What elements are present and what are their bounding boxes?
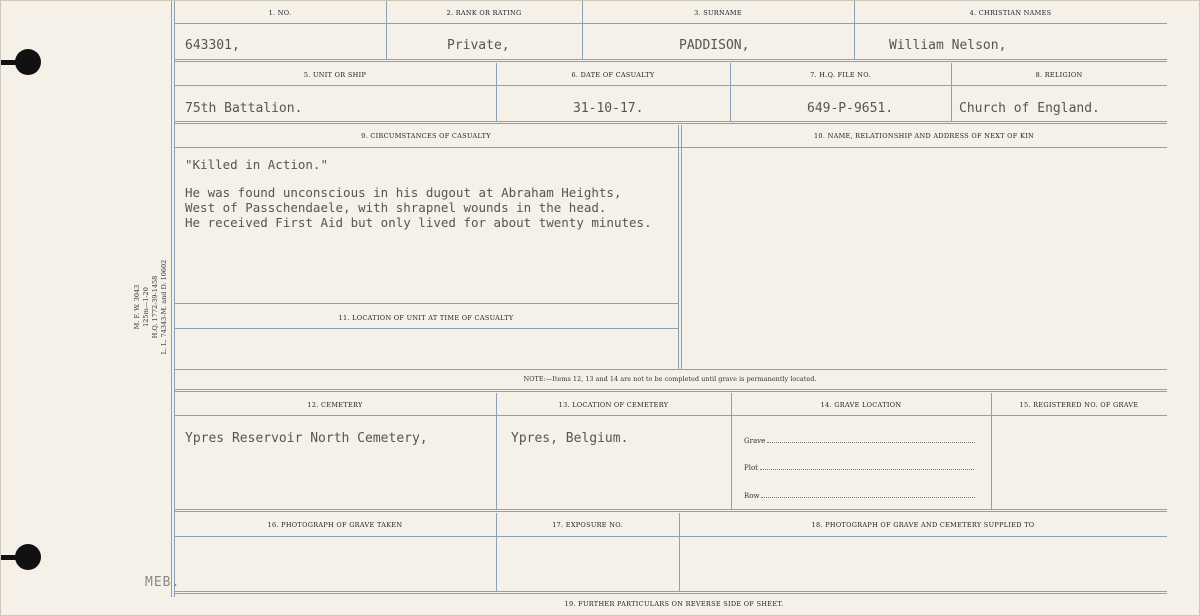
date-value: 31-10-17. [573, 101, 644, 116]
religion-value: Church of England. [959, 101, 1100, 116]
header-photograph-taken: 16. PHOTOGRAPH OF GRAVE TAKEN [267, 521, 403, 529]
cemetery-location-value: Ypres, Belgium. [511, 431, 629, 446]
rule [174, 85, 1167, 86]
grave-label: Grave [744, 437, 766, 445]
divider [496, 393, 497, 509]
header-cemetery-location: 13. LOCATION OF CEMETERY [558, 401, 669, 409]
form-ref-line: 125m—1-20 [142, 287, 150, 327]
divider [731, 393, 732, 509]
header-file-no: 7. H.Q. FILE NO. [810, 71, 871, 79]
number-value: 643301, [185, 38, 240, 53]
plot-line [744, 464, 974, 472]
divider [681, 125, 682, 369]
header-unit: 5. UNIT OR SHIP [303, 71, 367, 79]
punch-hole-bottom [15, 544, 41, 570]
row-label: Row [744, 492, 760, 500]
header-cemetery: 12. CEMETERY [307, 401, 363, 409]
header-number: 1. NO. [268, 9, 292, 17]
header-exposure-no: 17. EXPOSURE NO. [552, 521, 623, 529]
rule [174, 369, 1167, 370]
rule [174, 389, 1167, 392]
circumstances-text [185, 157, 652, 230]
cemetery-value: Ypres Reservoir North Cemetery, [185, 431, 428, 446]
rule [174, 147, 1167, 148]
rule [174, 328, 678, 329]
header-date: 6. DATE OF CASUALTY [571, 71, 655, 79]
header-christian-names: 4. CHRISTIAN NAMES [969, 9, 1052, 17]
christian-names-value: William Nelson, [889, 38, 1007, 53]
row-line [744, 492, 975, 500]
left-border [171, 1, 172, 597]
grave-line [744, 437, 975, 445]
divider [991, 393, 992, 509]
header-grave-location: 14. GRAVE LOCATION [820, 401, 902, 409]
rule [174, 59, 1167, 62]
header-further-particulars: 19. FURTHER PARTICULARS ON REVERSE SIDE OF SHEET. [564, 600, 784, 608]
form-reference [131, 249, 171, 355]
initials-stamp: MEB. [145, 575, 181, 590]
note-text: NOTE:—Items 12, 13 and 14 are not to be completed until grave is permanently located. [523, 375, 817, 383]
grave-dots [767, 442, 975, 443]
rule [174, 303, 678, 304]
row-dots [761, 497, 975, 498]
rule [174, 536, 1167, 537]
header-religion: 8. RELIGION [1035, 71, 1083, 79]
left-border-inner [174, 1, 175, 597]
form-ref-line: H.Q. 1772-39-1458 [151, 275, 159, 339]
header-rank: 2. RANK OR RATING [446, 9, 522, 17]
circ-line: He was found unconscious in his dugout at Abraham Heights, [185, 185, 622, 200]
file-no-value: 649-P-9651. [807, 101, 894, 116]
header-surname: 3. SURNAME [694, 9, 742, 17]
header-next-of-kin: 10. NAME, RELATIONSHIP AND ADDRESS OF NEXT OF KIN [813, 132, 1034, 140]
header-unit-location: 11. LOCATION OF UNIT AT TIME OF CASUALTY [338, 314, 514, 322]
header-photograph-supplied: 18. PHOTOGRAPH OF GRAVE AND CEMETERY SUPPLIED TO [811, 521, 1035, 529]
circ-line: West of Passchendaele, with shrapnel wounds in the head. [185, 200, 607, 215]
plot-dots [760, 469, 974, 470]
rule [174, 591, 1167, 594]
rule [174, 121, 1167, 124]
rule [174, 509, 1167, 512]
rank-value: Private, [447, 38, 510, 53]
form-ref-line: M. F. W. 3043 [133, 284, 141, 330]
rule [174, 23, 1167, 24]
plot-label: Plot [744, 464, 758, 472]
rule [174, 415, 1167, 416]
surname-value: PADDISON, [679, 38, 750, 53]
form-ref-line: L. L. 74343-M. and D. 10602 [160, 259, 168, 355]
divider [678, 125, 679, 369]
unit-value: 75th Battalion. [185, 101, 303, 116]
header-circumstances: 9. CIRCUMSTANCES OF CASUALTY [361, 132, 491, 140]
header-registered-no: 15. REGISTERED NO. OF GRAVE [1019, 401, 1139, 409]
circ-line: He received First Aid but only lived for about twenty minutes. [185, 215, 652, 230]
punch-hole-top [15, 49, 41, 75]
circ-line: "Killed in Action." [185, 157, 328, 172]
